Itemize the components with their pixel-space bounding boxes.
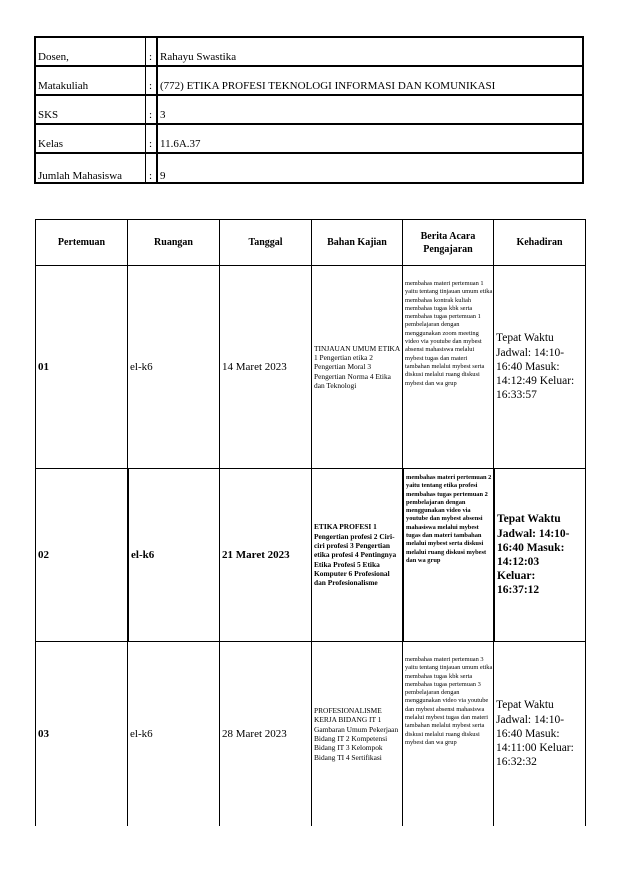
kehadiran-cell: Tepat Waktu Jadwal: 14:10-16:40 Masuk: 14:11:00 Keluar: 16:32:32	[496, 699, 574, 769]
info-row-dosen	[36, 38, 582, 67]
header-berita-acara: Berita Acara Pengajaran	[420, 230, 476, 255]
info-value-sks: 3	[160, 109, 166, 121]
header-tanggal: Tanggal	[248, 237, 283, 248]
bahan-kajian-cell: PROFESIONALISME KERJA BIDANG IT 1 Gambaran Umum Pekerjaan Bidang IT 2 Kompetensi Bidang IT 3 Kelompok Bidang TI 4 Sertifikasi	[314, 706, 399, 762]
info-value-dosen: Rahayu Swastika	[160, 51, 237, 63]
pertemuan-cell: 02	[38, 549, 49, 561]
info-colon: :	[149, 109, 153, 121]
info-value-jumlah-mahasiswa: 9	[160, 170, 166, 182]
info-colon: :	[149, 170, 153, 182]
bahan-kajian-cell: ETIKA PROFESI 1 Pengertian profesi 2 Ciri-ciri profesi 3 Pengertian etika profesi 4 Pentingnya Etika Profesi 5 Etika Komputer 6 Profesional dan Profesionalisme	[314, 522, 397, 588]
info-colon: :	[149, 80, 153, 92]
ruangan-cell: el-k6	[131, 549, 155, 561]
header-bahan-kajian: Bahan Kajian	[327, 237, 387, 248]
tanggal-cell: 14 Maret 2023	[222, 361, 287, 373]
tanggal-cell: 28 Maret 2023	[222, 728, 287, 740]
info-colon: :	[149, 51, 153, 63]
berita-acara-cell: membahas materi pertemuan 2 yaitu tentang etika profesi membahas tugas pertemuan 2 pembelajaran dengan menggunakan video via youtube dan mybest absensi mahasiswa melalui mybest tugas dan materi tambahan melalui mybest serta diskusi melalui ruang diskusi mybest dan wa grup	[406, 474, 492, 564]
ruangan-cell: el-k6	[130, 728, 153, 740]
info-label: Kelas	[38, 138, 64, 150]
header-pertemuan: Pertemuan	[57, 237, 106, 248]
info-value-matakuliah: (772) ETIKA PROFESI TEKNOLOGI INFORMASI DAN KOMUNIKASI	[160, 80, 496, 92]
header-ruangan: Ruangan	[154, 237, 193, 248]
info-colon: :	[149, 138, 153, 150]
info-label: Jumlah Mahasiswa	[38, 170, 123, 182]
pertemuan-cell: 03	[38, 728, 49, 740]
info-label: SKS	[38, 109, 59, 121]
info-row-matakuliah	[36, 67, 582, 96]
info-row-kelas	[36, 125, 582, 154]
info-value-kelas: 11.6A.37	[160, 138, 201, 150]
pertemuan-cell: 01	[38, 361, 49, 373]
info-row-sks	[36, 96, 582, 125]
berita-acara-cell: membahas materi pertemuan 1 yaitu tentang tinjauan umum etika membahas kontrak kuliah membahas tugas kbk serta membahas tugas pertemuan 1 pembelajaran dengan menggunakan zoom meeting video via youtube dan mybest absensi mahasiswa melalui mybest tugas dan materi tambahan melalui mybest serta diskusi melalui ruang diskusi mybest dan wa grup	[405, 280, 493, 387]
ruangan-cell: el-k6	[130, 361, 153, 373]
info-row-jumlah-mahasiswa	[36, 154, 582, 184]
course-info-table	[34, 36, 584, 184]
kehadiran-cell: Tepat Waktu Jadwal: 14:10-16:40 Masuk: 14:12:03 Keluar: 16:37:12	[497, 513, 570, 597]
kehadiran-cell: Tepat Waktu Jadwal: 14:10-16:40 Masuk: 14:12:49 Keluar: 16:33:57	[496, 332, 575, 402]
tanggal-cell: 21 Maret 2023	[222, 549, 290, 561]
header-kehadiran: Kehadiran	[516, 237, 563, 248]
bahan-kajian-cell: TINJAUAN UMUM ETIKA 1 Pengertian etika 2 Pengertian Moral 3 Pengertian Norma 4 Etika dan Teknologi	[314, 343, 400, 390]
berita-acara-cell: membahas materi pertemuan 3 yaitu tentang tinjauan umum etika membahas tugas kbk serta membahas tugas pertemuan 3 pembelajaran dengan menggunakan video via youtube dan mybest absensi mahasiswa melalui mybest tugas dan materi tambahan melalui mybest serta diskusi melalui ruang diskusi mybest dan wa grup	[405, 656, 493, 746]
attendance-table	[35, 219, 586, 826]
info-label: Matakuliah	[38, 80, 89, 92]
info-label: Dosen,	[38, 51, 69, 63]
